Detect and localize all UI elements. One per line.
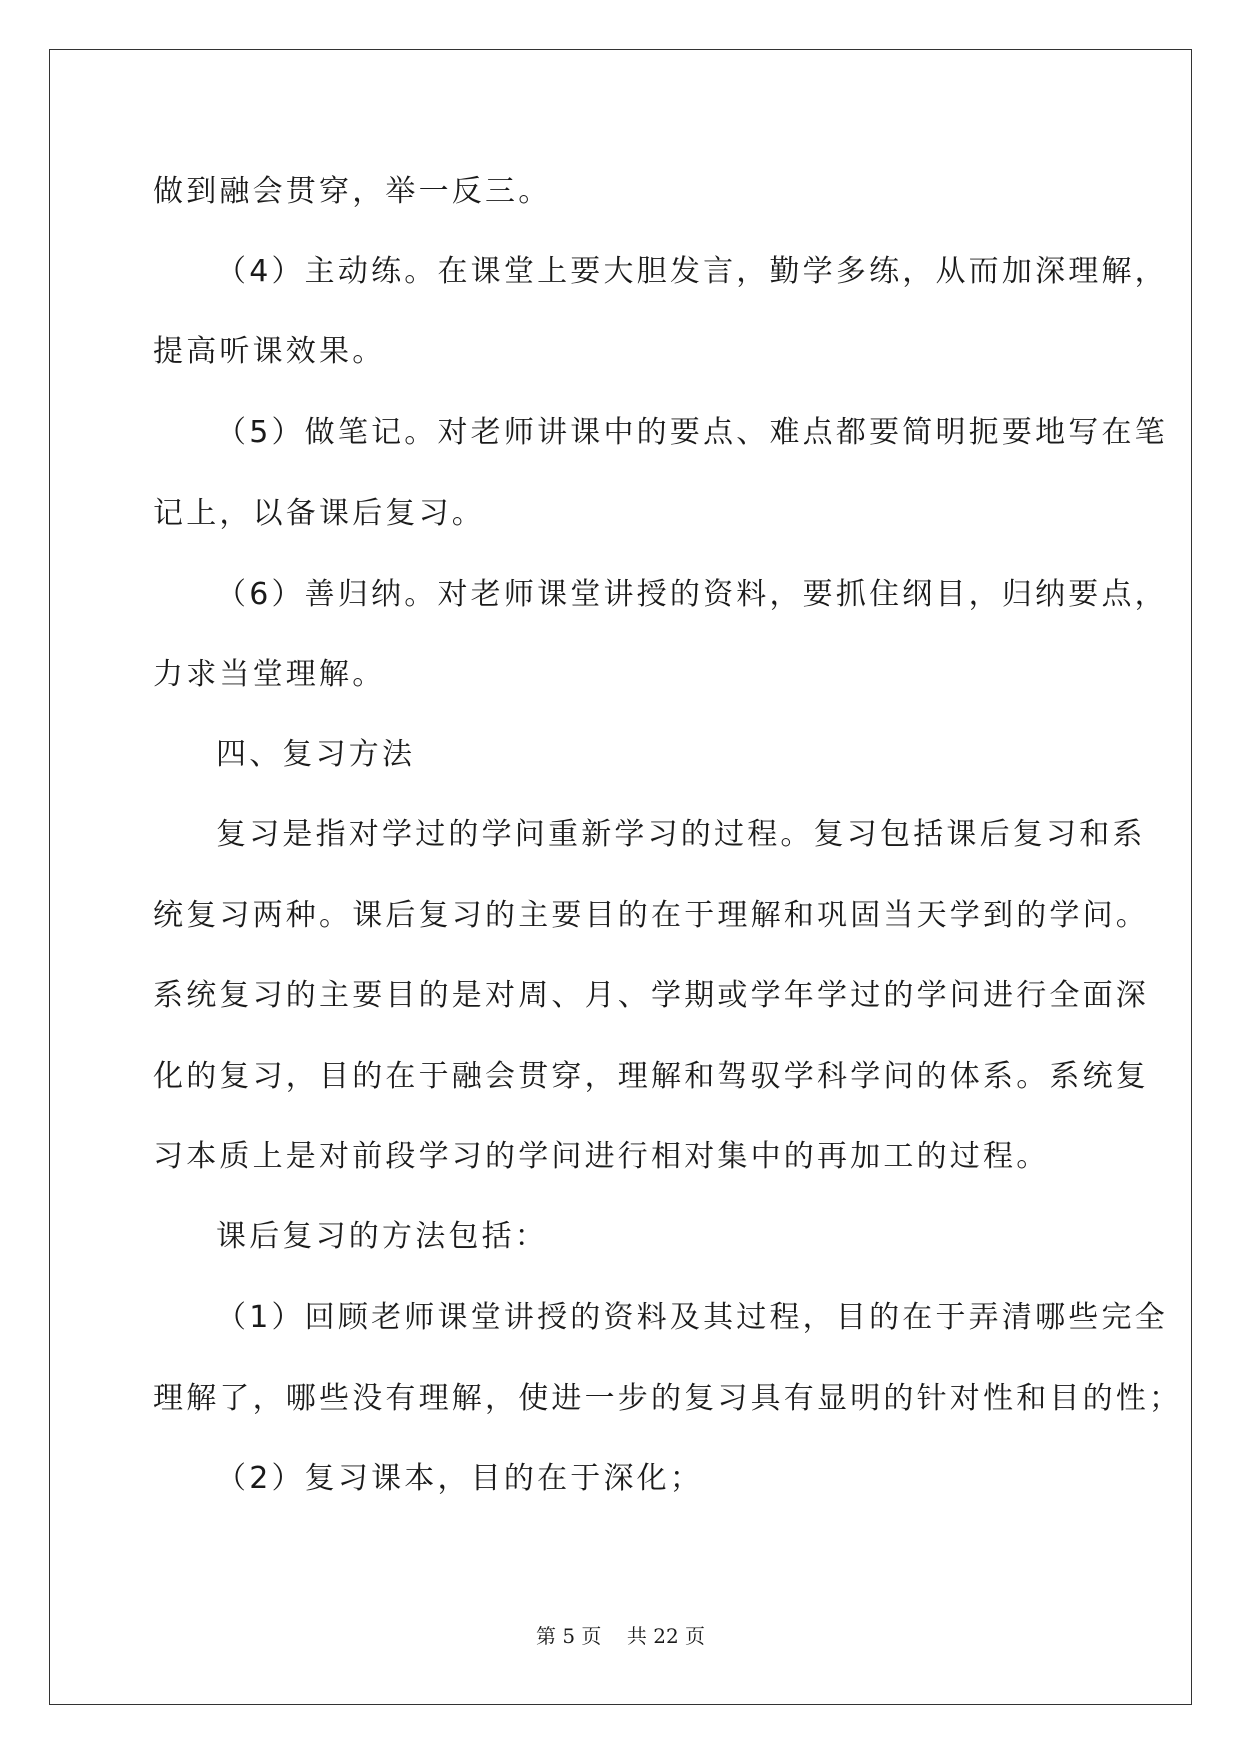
page-total: 共 22 页: [626, 1624, 706, 1648]
text-line: 记上，以备课后复习。: [153, 496, 485, 531]
text-line: 提高听课效果。: [153, 334, 386, 369]
text-line: 力求当堂理解。: [153, 657, 386, 692]
page-footer: [0, 1624, 1241, 1648]
page-number: 第 5 页: [535, 1624, 602, 1648]
text-line: 课后复习的方法包括：: [216, 1219, 548, 1254]
text-line: 做到融会贯穿，举一反三。: [153, 174, 552, 209]
text-line: （5）做笔记。对老师讲课中的要点、难点都要简明扼要地写在笔: [216, 415, 1168, 450]
text-line: （4）主动练。在课堂上要大胆发言，勤学多练，从而加深理解，: [216, 254, 1168, 289]
text-line: 理解了，哪些没有理解，使进一步的复习具有显明的针对性和目的性；: [153, 1381, 1183, 1416]
page-frame: [49, 49, 1192, 1705]
text-line: 复习是指对学过的学问重新学习的过程。复习包括课后复习和系: [216, 817, 1146, 852]
text-line: （2）复习课本，目的在于深化；: [216, 1461, 704, 1496]
text-line: 系统复习的主要目的是对周、月、学期或学年学过的学问进行全面深: [153, 978, 1149, 1013]
text-line: （1）回顾老师课堂讲授的资料及其过程，目的在于弄清哪些完全: [216, 1300, 1168, 1335]
text-line: （6）善归纳。对老师课堂讲授的资料，要抓住纲目，归纳要点，: [216, 577, 1168, 612]
text-line: 统复习两种。课后复习的主要目的在于理解和巩固当天学到的学问。: [153, 898, 1149, 933]
text-line: 习本质上是对前段学习的学问进行相对集中的再加工的过程。: [153, 1139, 1050, 1174]
text-line: 化的复习，目的在于融会贯穿，理解和驾驭学科学问的体系。系统复: [153, 1059, 1149, 1094]
section-heading: 四、复习方法: [216, 737, 416, 772]
